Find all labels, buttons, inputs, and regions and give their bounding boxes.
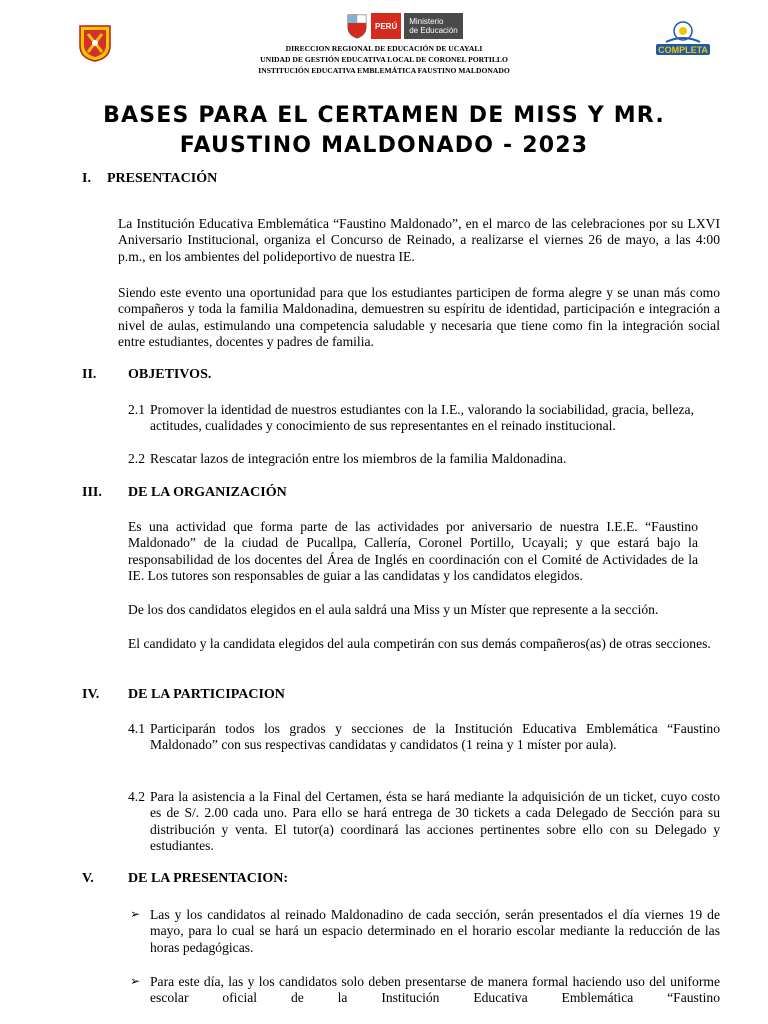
- item-number: 2.1: [128, 402, 145, 417]
- list-item: Rescatar lazos de integración entre los miembros de la familia Maldonadina.: [150, 451, 567, 466]
- header-line-2: UNIDAD DE GESTIÓN EDUCATIVA LOCAL DE CORONEL PORTILLO: [260, 55, 508, 64]
- section-number: V.: [82, 871, 94, 886]
- section-number: IV.: [82, 687, 100, 702]
- list-item: Las y los candidatos al reinado Maldonadino de cada sección, serán presentados el día viernes 19 de mayo, para lo cual se hará un espacio determinado en el horario escolar mediante la reducción de las horas pedagógicas.: [150, 907, 720, 955]
- paragraph: De los dos candidatos elegidos en el aula saldrá una Miss y un Míster que represente a la sección.: [128, 602, 659, 617]
- ministry-of-education-logo: [346, 12, 466, 40]
- section-number: I.: [82, 171, 91, 186]
- document-title: [60, 101, 708, 161]
- header-line-3: INSTITUCIÓN EDUCATIVA EMBLEMÁTICA FAUSTINO MALDONADO: [258, 66, 510, 75]
- item-number: 4.1: [128, 721, 145, 736]
- item-number: 2.2: [128, 451, 145, 466]
- institution-header: [0, 43, 768, 76]
- list-item: Para la asistencia a la Final del Certamen, ésta se hará mediante la adquisición de un ticket, cuyo costo es de S/. 2.00 cada uno. Para ello se hará entrega de 30 tickets a cada Delegado de Sección para su distribución y venta. El tutor(a) coordinará las acciones pertinentes sobre ello con su Delegado y estudiantes.: [150, 789, 720, 854]
- section-title: OBJETIVOS.: [128, 367, 212, 382]
- section-title: DE LA PRESENTACION:: [128, 871, 288, 886]
- arrow-bullet-icon: ➢: [130, 907, 141, 921]
- paragraph: Es una actividad que forma parte de las actividades por aniversario de nuestra I.E.E. “Faustino Maldonado” de la ciudad de Pucallpa, Callería, Coronel Portillo, Ucayali; y que estará bajo la responsabilidad de los docentes del Área de Inglés en coordinación con el Comité de Actividades de la IE. Los tutores son responsables de guiar a las candidatas y los candidatos elegidos.: [128, 519, 698, 584]
- arrow-bullet-icon: ➢: [130, 974, 141, 988]
- item-number: 4.2: [128, 789, 145, 804]
- section-number: III.: [82, 485, 102, 500]
- section-number: II.: [82, 367, 97, 382]
- peru-label: PERÚ: [371, 13, 401, 39]
- section-title: DE LA ORGANIZACIÓN: [128, 485, 287, 500]
- list-item: Promover la identidad de nuestros estudiantes con la I.E., valorando la sociabilidad, gracia, belleza, actitudes, cualidades y conocimiento de sus representantes en el reinado institucional.: [150, 402, 694, 434]
- ministry-label: [404, 13, 462, 39]
- title-line-2: FAUSTINO MALDONADO - 2023: [179, 133, 589, 158]
- paragraph: La Institución Educativa Emblemática “Faustino Maldonado”, en el marco de las celebraciones por su LXVI Aniversario Institucional, organiza el Concurso de Reinado, a realizarse el viernes 26 de mayo, a las 4:00 p.m., en los ambientes del polideportivo de nuestra IE.: [118, 216, 720, 264]
- ministry-line-2: de Educación: [409, 26, 458, 35]
- title-line-1: BASES PARA EL CERTAMEN DE MISS Y MR.: [103, 103, 665, 128]
- paragraph: Siendo este evento una oportunidad para que los estudiantes participen de forma alegre y se unan más como compañeros y toda la familia Maldonadina, demuestren su espíritu de identidad, participación e integración a nivel de aulas, estimulando una competencia saludable y necesaria que tiene como fin la integración social entre estudiantes, docentes y padres de familia.: [118, 285, 720, 350]
- paragraph: El candidato y la candidata elegidos del aula competirán con sus demás compañeros(as) de otras secciones.: [128, 636, 711, 651]
- ministry-line-1: Ministerio: [409, 17, 444, 26]
- list-item: Para este día, las y los candidatos solo deben presentarse de manera formal haciendo uso del uniforme escolar oficial de la Institución Educativa Emblemática “Faustino: [150, 974, 720, 1006]
- section-title: PRESENTACIÓN: [107, 171, 218, 186]
- school-logo-text: COMPLETA: [658, 45, 708, 55]
- list-item: Participarán todos los grados y secciones de la Institución Educativa Emblemática “Faustino Maldonado” con sus respectivas candidatas y candidatos (1 reina y 1 míster por aula).: [150, 721, 720, 753]
- national-shield-icon: [346, 13, 368, 39]
- section-title: DE LA PARTICIPACION: [128, 687, 285, 702]
- header-line-1: DIRECCION REGIONAL DE EDUCACIÓN DE UCAYALI: [285, 44, 483, 53]
